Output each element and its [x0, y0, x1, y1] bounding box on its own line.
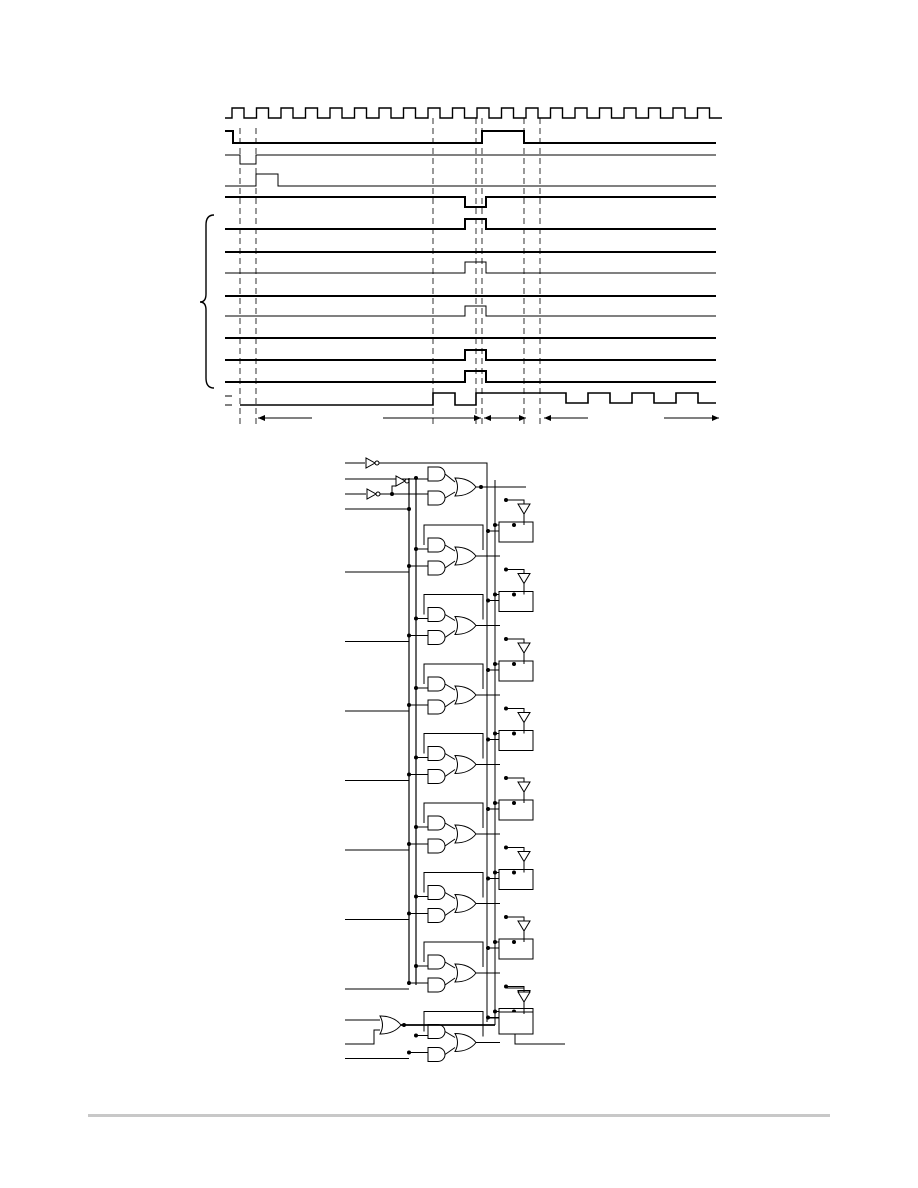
stage-4-or-body — [455, 756, 476, 774]
stage-6-and-bottom-body — [428, 909, 445, 923]
stage-8-and-top-body — [428, 1025, 445, 1039]
stage-7-output-buffer — [518, 921, 530, 931]
stage-1-and-bottom-body — [428, 561, 445, 575]
stage-7-or-body — [455, 964, 476, 982]
signal-3 — [225, 174, 716, 186]
stage-2-and-top-body — [428, 608, 445, 622]
input-and-2 — [428, 491, 445, 505]
stage-8-and-top-out — [445, 1032, 455, 1038]
stage-4-and-bottom — [428, 770, 445, 784]
stage-2-output-buffer-body — [518, 574, 530, 584]
signal-2 — [225, 155, 716, 164]
stage-8-and-bottom-out — [445, 1048, 455, 1055]
stage-2-and-bottom — [428, 631, 445, 645]
input-inverter-2 — [367, 489, 380, 499]
interval-arrowhead-4 — [519, 415, 526, 421]
signal-5 — [225, 219, 716, 229]
stage-1-and-bottom-out — [445, 561, 455, 568]
footer-rule — [88, 1114, 830, 1117]
stage-7-and-top-out — [445, 962, 455, 968]
input-and-2-out — [445, 492, 455, 498]
stage-3-and-top-body — [428, 677, 445, 691]
input-inverter-2-body — [367, 489, 376, 499]
stage-1-buffer-junction — [504, 498, 508, 502]
input-or-1-body — [455, 478, 476, 496]
stage-2-and-bottom-body — [428, 631, 445, 645]
stage-2-buffer-feed — [506, 570, 524, 574]
interval-arrowhead-2 — [474, 415, 481, 421]
stage-3-output-buffer — [518, 643, 530, 653]
stage-4-and-bottom-out — [445, 770, 455, 777]
stage-6-and-bottom — [428, 909, 445, 923]
stage-3-buffer-junction — [504, 637, 508, 641]
stage-4-and-top — [428, 747, 445, 761]
stage-1-and-top-out — [445, 545, 455, 551]
stage-3-or-body — [455, 686, 476, 704]
stage-3-and-bottom-out — [445, 700, 455, 707]
stage-7-and-top — [428, 955, 445, 969]
stage-8-or — [455, 1034, 476, 1052]
input-and-1 — [428, 467, 445, 481]
clock-or-bubble — [402, 1023, 406, 1027]
final-output-buffer-body — [518, 992, 530, 1002]
stage-4-and-top-body — [428, 747, 445, 761]
stage-1-and-bottom — [428, 561, 445, 575]
stage-7-buffer-feed — [506, 917, 524, 921]
stage-7-and-top-body — [428, 955, 445, 969]
stage-1-or-body — [455, 547, 476, 565]
stage-7-or — [455, 964, 476, 982]
stage-4-buffer-feed — [506, 709, 524, 713]
stage-3-output-buffer-body — [518, 643, 530, 653]
signal-9 — [225, 306, 716, 316]
final-register — [499, 1012, 533, 1034]
timing-diagram — [200, 108, 722, 425]
stage-6-output-buffer — [518, 852, 530, 862]
stage-5-output-buffer — [518, 782, 530, 792]
interval-arrowhead-5 — [544, 415, 551, 421]
stage-6-register-node — [512, 871, 516, 875]
stage-6-and-top-body — [428, 886, 445, 900]
stage-5-or-body — [455, 825, 476, 843]
junction-bus-b-top — [414, 476, 418, 480]
stage-5-and-bottom — [428, 839, 445, 853]
clock-or — [380, 1016, 401, 1034]
stage-2-output-buffer — [518, 574, 530, 584]
stage-3-and-bottom — [428, 700, 445, 714]
stage-6-buffer-junction — [504, 846, 508, 850]
stage-6-output-buffer-body — [518, 852, 530, 862]
interval-arrowhead-3 — [484, 415, 491, 421]
logic-schematic — [345, 458, 565, 1062]
stage-1-output-buffer — [518, 504, 530, 514]
signal-1 — [225, 131, 716, 143]
stage-1-or — [455, 547, 476, 565]
stage-2-buffer-junction — [504, 568, 508, 572]
stage-8-and-bottom — [428, 1048, 445, 1062]
stage-4-register-node — [512, 732, 516, 736]
stage-3-register-node — [512, 662, 516, 666]
signal-7 — [225, 262, 716, 273]
stage-7-buffer-junction — [504, 915, 508, 919]
stage-1-register-node — [512, 523, 516, 527]
stage-6-buffer-feed — [506, 848, 524, 852]
stage-6-or-body — [455, 895, 476, 913]
stage-5-and-top-body — [428, 816, 445, 830]
clock-or-body — [380, 1016, 401, 1034]
stage-2-or-body — [455, 617, 476, 635]
stage-4-output-buffer-body — [518, 713, 530, 723]
stage-3-and-top — [428, 677, 445, 691]
stage-3-and-bottom-body — [428, 700, 445, 714]
interval-arrowhead-6 — [712, 415, 719, 421]
input-and-1-body — [428, 467, 445, 481]
stage-1-and-top — [428, 538, 445, 552]
stage-5-buffer-feed — [506, 778, 524, 782]
stage-6-and-top-out — [445, 893, 455, 899]
stage-5-and-top — [428, 816, 445, 830]
stage-6-and-bottom-out — [445, 909, 455, 916]
input-and-2-body — [428, 491, 445, 505]
stage-7-register-node — [512, 940, 516, 944]
input-or-1 — [455, 478, 476, 496]
stage-7-and-bottom-out — [445, 978, 455, 985]
stage-4-and-bottom-body — [428, 770, 445, 784]
input-inverter-1-body — [366, 458, 375, 468]
stage-4-or — [455, 756, 476, 774]
junction-input-or — [479, 485, 483, 489]
stage-2-or — [455, 617, 476, 635]
signal-4 — [225, 197, 716, 207]
input-and-1-out — [445, 474, 455, 482]
signal-13 — [240, 393, 716, 405]
input-inverter-2-bubble — [376, 492, 380, 496]
stage-8-and-top — [428, 1025, 445, 1039]
junction-input-2 — [390, 492, 394, 496]
stage-3-buffer-feed — [506, 639, 524, 643]
serial-output — [515, 1034, 565, 1044]
stage-2-register-node — [512, 593, 516, 597]
input-inverter-3 — [396, 476, 409, 486]
stage-7-and-bottom — [428, 978, 445, 992]
input-inverter-1-bubble — [375, 461, 379, 465]
stage-5-output-buffer-body — [518, 782, 530, 792]
stage-1-and-top-body — [428, 538, 445, 552]
stage-5-buffer-junction — [504, 776, 508, 780]
clock-input-2 — [345, 1030, 380, 1044]
stage-4-output-buffer — [518, 713, 530, 723]
stage-1-buffer-feed — [506, 500, 524, 504]
stage-6-or — [455, 895, 476, 913]
stage-5-and-bottom-body — [428, 839, 445, 853]
clock-waveform — [225, 108, 722, 118]
stage-2-and-top-out — [445, 615, 455, 621]
stage-7-output-buffer-body — [518, 921, 530, 931]
stage-8-and-bottom-body — [428, 1048, 445, 1062]
input-inverter-1 — [366, 458, 379, 468]
stage-6-and-top — [428, 886, 445, 900]
input-inverter-3-body — [396, 476, 405, 486]
stage-7-and-bottom-body — [428, 978, 445, 992]
signal-12 — [225, 371, 716, 382]
stage-1-output-buffer-body — [518, 504, 530, 514]
stage-5-or — [455, 825, 476, 843]
interval-arrowhead-1 — [258, 415, 265, 421]
stage-2-and-top — [428, 608, 445, 622]
stage-5-register-node — [512, 801, 516, 805]
stage-3-and-top-out — [445, 684, 455, 690]
stage-5-and-bottom-out — [445, 839, 455, 846]
stage-3-or — [455, 686, 476, 704]
stage-8-or-body — [455, 1034, 476, 1052]
final-output-buffer — [518, 992, 530, 1002]
signal-group-brace — [200, 215, 214, 388]
stage-4-buffer-junction — [504, 707, 508, 711]
stage-2-and-bottom-out — [445, 631, 455, 638]
stage-5-and-top-out — [445, 823, 455, 829]
stage-4-and-top-out — [445, 754, 455, 760]
signal-11 — [225, 350, 716, 360]
